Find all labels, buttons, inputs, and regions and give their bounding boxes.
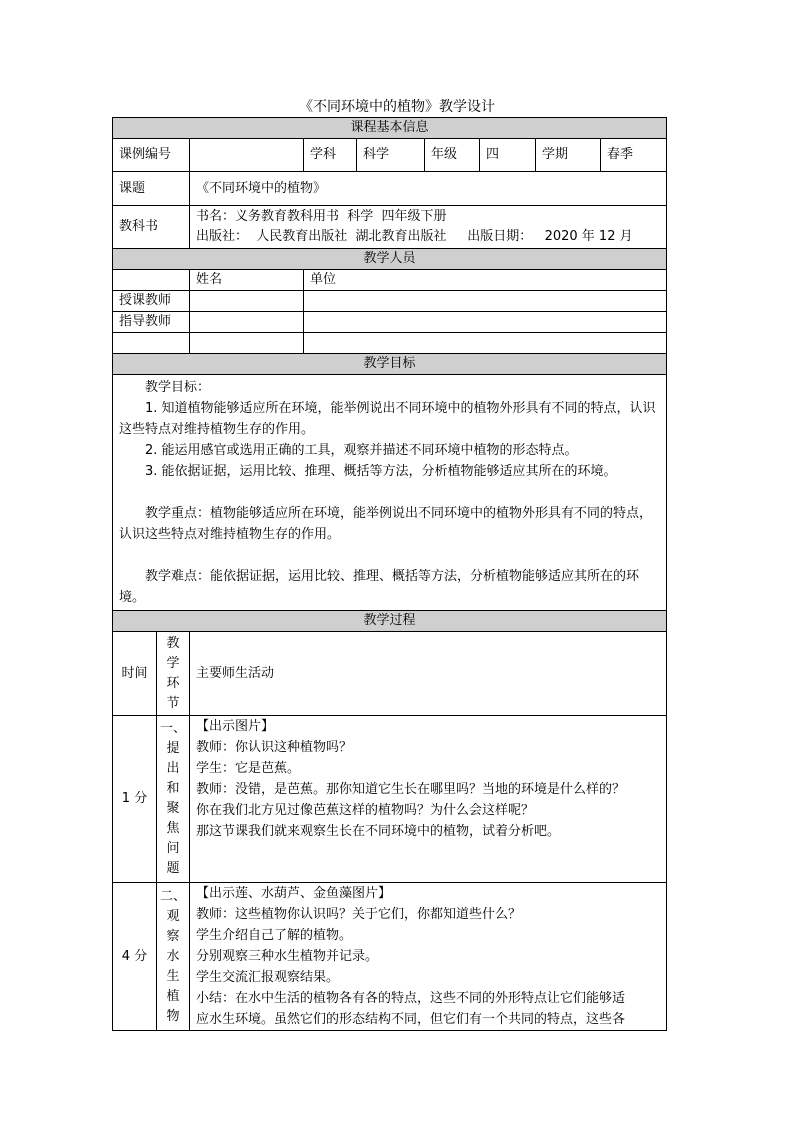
process-row-1-time: 1 分	[113, 716, 157, 883]
topic-row	[113, 172, 667, 206]
activity-line: 应水生环境。虽然它们的形态结构不同，但它们有一个共同的特点，这些各	[196, 1012, 626, 1027]
process-row-1	[113, 716, 667, 883]
goal-key-point: 教学重点：植物能够适应所在环境，能举例说出不同环境中的植物外形具有不同的特点，认识这些特点对维持植物生存的作用。	[119, 506, 653, 542]
stage-char: 物	[166, 1008, 180, 1024]
activity-line: 教师：没错，是芭蕉。那你知道它生长在哪里吗？当地的环境是什么样的？	[196, 782, 626, 797]
section-basic-row	[113, 118, 667, 139]
process-row-2-activity	[190, 883, 667, 1031]
process-row-2-time: 4 分	[113, 883, 157, 1031]
spacer	[119, 545, 660, 566]
stage-char: 问	[166, 841, 180, 856]
subject-value: 科学	[357, 139, 425, 172]
activity-line: 小结：在水中生活的植物各有各的特点，这些不同的外形特点让它们能够适	[196, 991, 626, 1006]
stage-header-char: 环	[166, 675, 180, 691]
staff-advisor-label: 指导教师	[113, 312, 190, 333]
activity-line: 分别观察三种水生植物并记录。	[196, 949, 379, 964]
process-header-row	[113, 632, 667, 716]
topic-label: 课题	[113, 172, 190, 206]
staff-header-blank	[113, 270, 190, 291]
spacer	[119, 482, 660, 503]
basic-info-row	[113, 139, 667, 172]
section-staff-header: 教学人员	[113, 249, 667, 270]
activity-line: 你在我们北方见过像芭蕉这样的植物吗？为什么会这样呢？	[196, 803, 535, 818]
activity-line: 那这节课我们就来观察生长在不同环境中的植物，试着分析吧。	[196, 824, 561, 839]
staff-teacher-label: 授课教师	[113, 291, 190, 312]
process-activity-header: 主要师生活动	[190, 632, 667, 716]
goal-difficulty: 教学难点：能依据证据，运用比较、推理、概括等方法，分析植物能够适应其所在的环境。	[119, 569, 640, 605]
goals-content-row	[113, 375, 667, 611]
process-row-1-activity	[190, 716, 667, 883]
section-basic-header: 课程基本信息	[113, 118, 667, 139]
grade-value: 四	[480, 139, 536, 172]
stage-char: 观	[166, 908, 180, 924]
activity-line: 学生：它是芭蕉。	[196, 761, 301, 776]
case-no-label: 课例编号	[113, 139, 190, 172]
process-row-2	[113, 883, 667, 1031]
process-stage-header	[157, 632, 190, 716]
staff-header-row	[113, 270, 667, 291]
section-staff-row	[113, 249, 667, 270]
goals-heading: 教学目标：	[145, 380, 211, 395]
textbook-line-1: 书名：义务教育教科用书 科学 四年级下册	[196, 209, 447, 224]
textbook-row	[113, 206, 667, 249]
textbook-line-2: 出版社： 人民教育出版社 湖北教育出版社 出版日期： 2020 年 12 月	[196, 229, 633, 244]
activity-line: 教师：你认识这种植物吗？	[196, 740, 353, 755]
activity-line: 【出示图片】	[196, 719, 275, 734]
activity-line: 学生介绍自己了解的植物。	[196, 928, 353, 943]
term-value: 春季	[601, 139, 667, 172]
stage-char: 二、	[159, 888, 186, 904]
textbook-label: 教科书	[113, 206, 190, 249]
topic-value: 《不同环境中的植物》	[190, 172, 667, 206]
goal-item-3: 3. 能依据证据，运用比较、推理、概括等方法，分析植物能够适应其所在的环境。	[145, 464, 617, 479]
stage-char: 提	[166, 741, 180, 756]
staff-advisor-unit	[304, 312, 667, 333]
staff-advisor-name	[190, 312, 304, 333]
staff-row-advisor	[113, 312, 667, 333]
stage-char: 和	[166, 781, 180, 796]
stage-header-char: 教	[166, 635, 180, 651]
activity-line: 学生交流汇报观察结果。	[196, 970, 340, 985]
case-no-value	[190, 139, 304, 172]
activity-line: 【出示莲、水葫芦、金鱼藻图片】	[196, 886, 392, 901]
goals-content	[113, 375, 667, 611]
lesson-plan-table	[112, 117, 667, 1031]
staff-blank-label	[113, 333, 190, 354]
stage-header-char: 学	[166, 655, 180, 671]
staff-unit-header: 单位	[304, 270, 667, 291]
staff-row-teacher	[113, 291, 667, 312]
process-time-header: 时间	[113, 632, 157, 716]
stage-char: 生	[166, 968, 180, 984]
stage-char: 察	[166, 928, 180, 944]
staff-teacher-unit	[304, 291, 667, 312]
stage-header-char: 节	[166, 695, 180, 711]
stage-char: 一、	[159, 721, 186, 736]
stage-char: 题	[166, 861, 180, 876]
textbook-value	[190, 206, 667, 249]
staff-name-header: 姓名	[190, 270, 304, 291]
goal-item-2: 2. 能运用感官或选用正确的工具，观察并描述不同环境中植物的形态特点。	[145, 443, 578, 458]
section-goals-header: 教学目标	[113, 354, 667, 375]
stage-char: 植	[166, 988, 180, 1004]
grade-label: 年级	[425, 139, 480, 172]
section-process-header: 教学过程	[113, 611, 667, 632]
goal-item-1: 1. 知道植物能够适应所在环境，能举例说出不同环境中的植物外形具有不同的特点，认识这些特点对维持植物生存的作用。	[119, 401, 656, 437]
staff-teacher-name	[190, 291, 304, 312]
section-goals-row	[113, 354, 667, 375]
page-title: 《不同环境中的植物》教学设计	[299, 99, 495, 115]
term-label: 学期	[536, 139, 601, 172]
process-row-1-stage	[157, 716, 190, 883]
stage-char: 聚	[166, 801, 180, 816]
staff-row-blank	[113, 333, 667, 354]
section-process-row	[113, 611, 667, 632]
staff-blank-name	[190, 333, 304, 354]
staff-blank-unit	[304, 333, 667, 354]
activity-line: 教师：这些植物你认识吗？关于它们，你都知道些什么？	[196, 907, 522, 922]
subject-label: 学科	[304, 139, 357, 172]
stage-char: 水	[166, 948, 180, 964]
stage-char: 焦	[166, 821, 180, 836]
stage-char: 出	[166, 761, 180, 776]
process-row-2-stage	[157, 883, 190, 1031]
